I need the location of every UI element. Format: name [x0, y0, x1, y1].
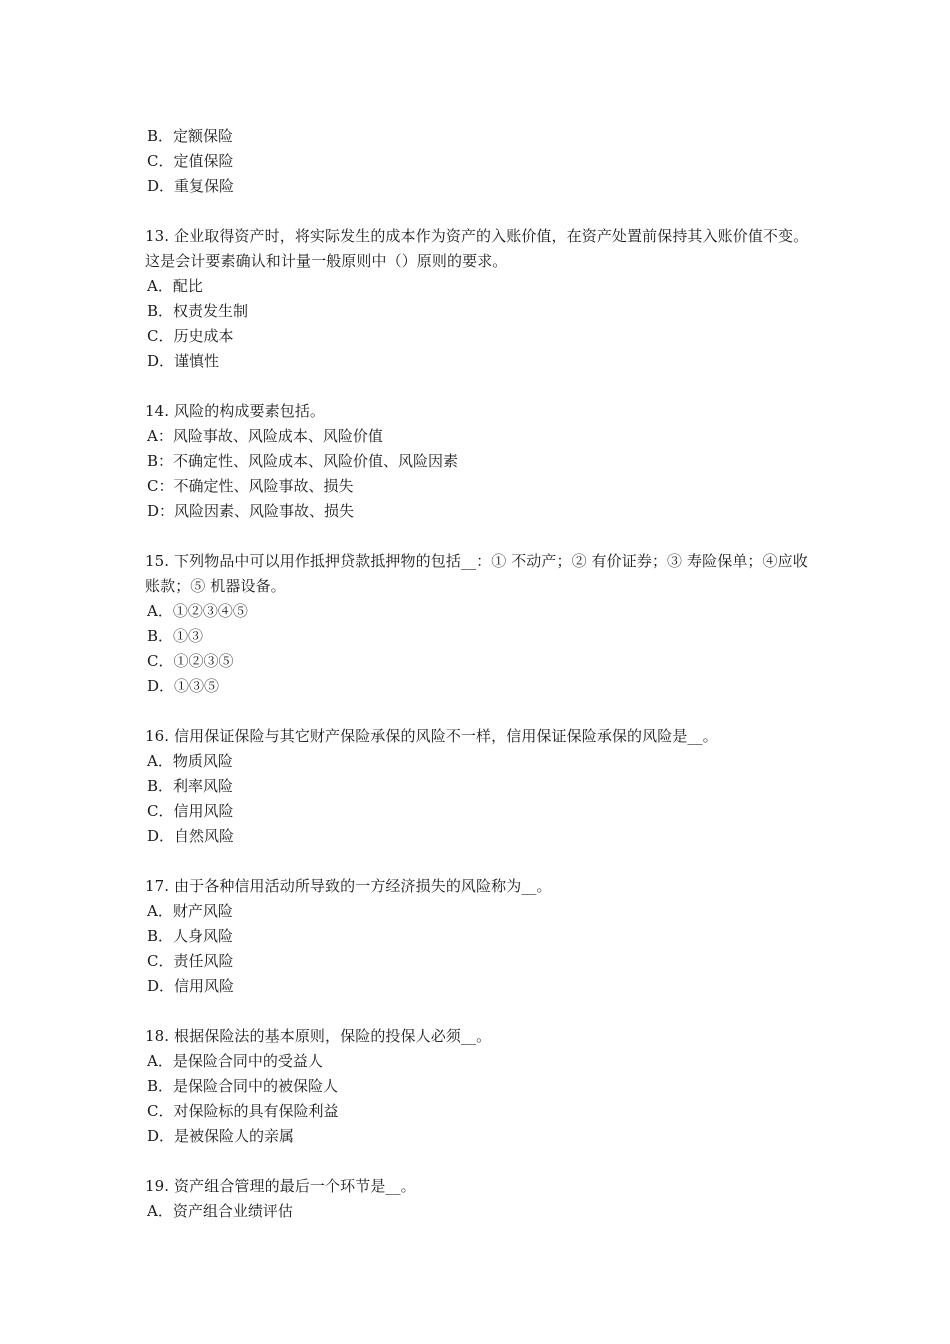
option: A．配比 — [147, 277, 203, 295]
option: C：不确定性、风险事故、损失 — [147, 477, 354, 495]
question-17 — [145, 874, 810, 999]
intro-options — [145, 124, 810, 199]
question-text: 19. 资产组合管理的最后一个环节是__。 — [145, 1177, 416, 1195]
option: B．权责发生制 — [147, 302, 249, 320]
question-text: 13. 企业取得资产时，将实际发生的成本作为资产的入账价值，在资产处置前保持其入账价值不变。这是会计要素确认和计量一般原则中（）原则的要求。 — [145, 227, 809, 270]
option: C．对保险标的具有保险利益 — [147, 1102, 339, 1120]
option: B．人身风险 — [147, 927, 234, 945]
question-text: 18. 根据保险法的基本原则，保险的投保人必须__。 — [145, 1027, 492, 1045]
question-text: 14. 风险的构成要素包括。 — [145, 402, 326, 420]
option: D．①③⑤ — [147, 677, 220, 695]
question-16 — [145, 724, 810, 849]
option: A．是保险合同中的受益人 — [147, 1052, 323, 1070]
option: D．自然风险 — [147, 827, 235, 845]
question-text: 17. 由于各种信用活动所导致的一方经济损失的风险称为__。 — [145, 877, 552, 895]
option: B．定额保险 — [147, 127, 234, 145]
option: B：不确定性、风险成本、风险价值、风险因素 — [147, 452, 459, 470]
option: B．是保险合同中的被保险人 — [147, 1077, 339, 1095]
question-19 — [145, 1174, 810, 1224]
option: C．责任风险 — [147, 952, 234, 970]
option: A：风险事故、风险成本、风险价值 — [147, 427, 383, 445]
option: A．①②③④⑤ — [147, 602, 248, 620]
question-14 — [145, 399, 810, 524]
option: B．利率风险 — [147, 777, 234, 795]
document-page — [145, 124, 810, 1224]
option: A．财产风险 — [147, 902, 233, 920]
question-15 — [145, 549, 810, 699]
option: C．信用风险 — [147, 802, 234, 820]
question-text: 16. 信用保证保险与其它财产保险承保的风险不一样，信用保证保险承保的风险是__。 — [145, 727, 718, 745]
question-text: 15. 下列物品中可以用作抵押贷款抵押物的包括__：① 不动产；② 有价证券；③ 寿险保单；④应收账款；⑤ 机器设备。 — [145, 552, 808, 595]
option: D．是被保险人的亲属 — [147, 1127, 295, 1145]
option: D．重复保险 — [147, 177, 235, 195]
question-13 — [145, 224, 810, 374]
option: D：风险因素、风险事故、损失 — [147, 502, 355, 520]
option: D．信用风险 — [147, 977, 235, 995]
option: C．①②③⑤ — [147, 652, 234, 670]
option: C．定值保险 — [147, 152, 234, 170]
option: A．资产组合业绩评估 — [147, 1202, 293, 1220]
option: D．谨慎性 — [147, 352, 220, 370]
option: B．①③ — [147, 627, 204, 645]
option: C．历史成本 — [147, 327, 234, 345]
option: A．物质风险 — [147, 752, 233, 770]
question-18 — [145, 1024, 810, 1149]
